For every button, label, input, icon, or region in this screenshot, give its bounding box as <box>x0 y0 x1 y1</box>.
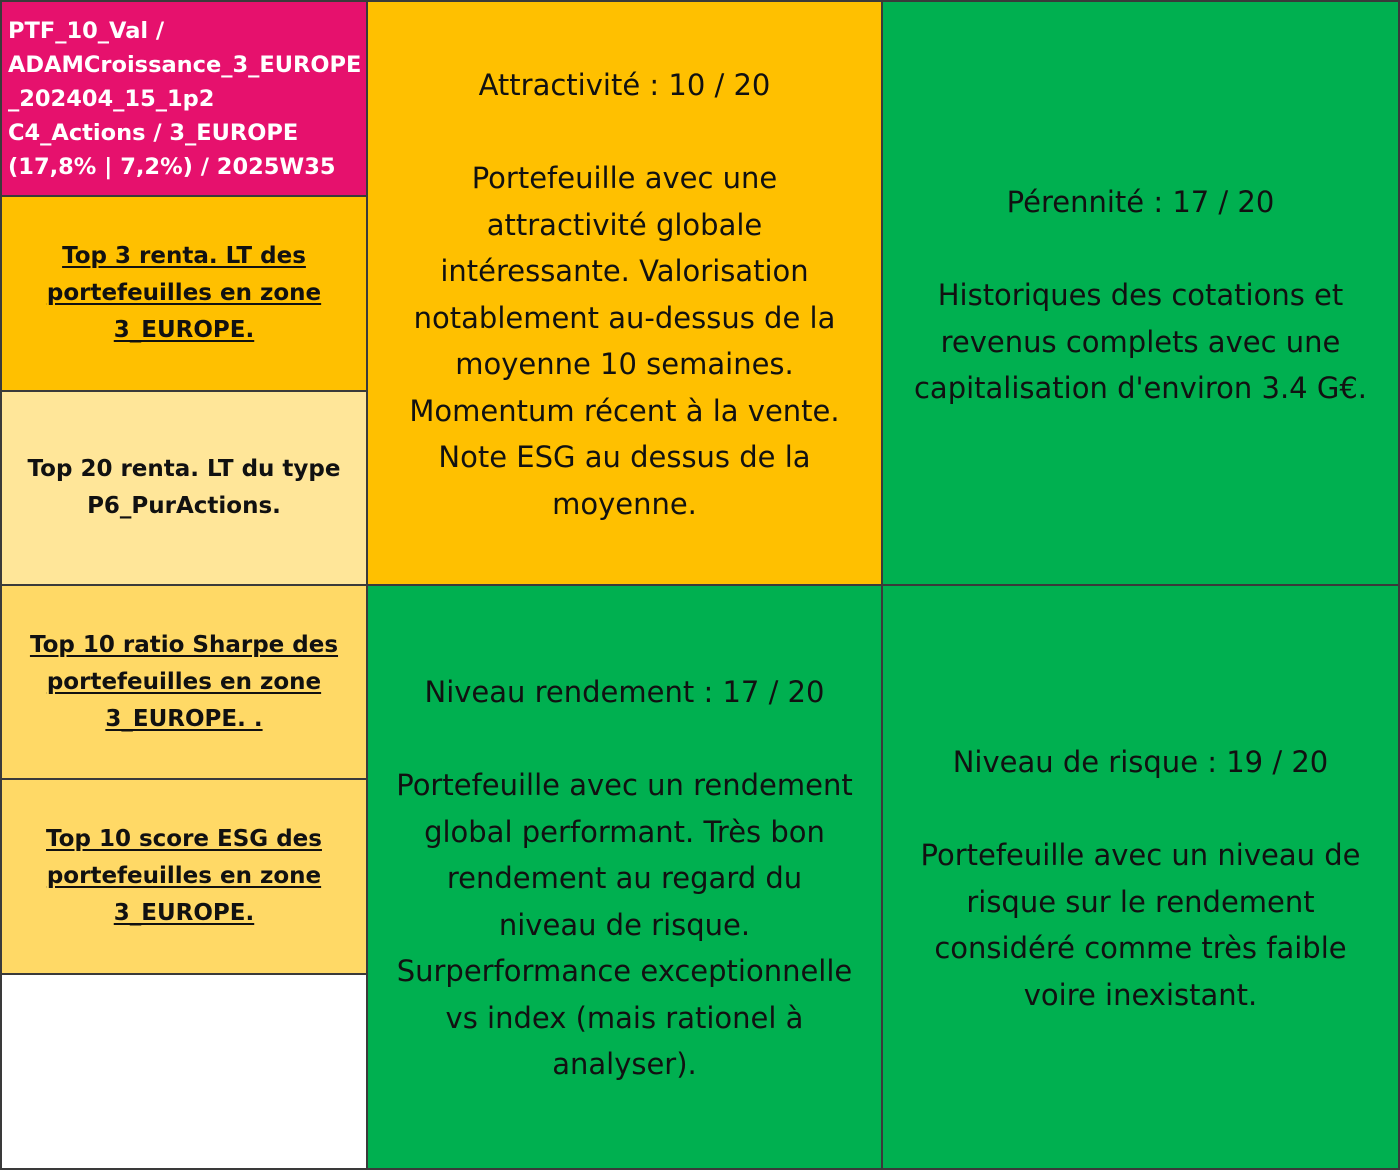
header-line-4: C4_Actions / 3_EUROPE <box>8 119 299 146</box>
top3-renta-cell <box>0 195 368 392</box>
header-line-1: PTF_10_Val / <box>8 17 165 44</box>
header-line-5: (17,8% | 7,2%) / 2025W35 <box>8 153 336 180</box>
rendement-title: Niveau rendement : 17 / 20 <box>424 675 825 709</box>
attractivite-title: Attractivité : 10 / 20 <box>478 68 771 102</box>
header-line-3: _202404_15_1p2 <box>8 85 215 112</box>
risque-title: Niveau de risque : 19 / 20 <box>952 745 1329 779</box>
portfolio-header <box>0 0 368 197</box>
top10-esg-cell <box>0 778 368 975</box>
empty-cell <box>0 973 368 1170</box>
perennite-cell: Pérennité : 17 / 20 Historiques des cotations et revenus complets avec une capitalisation d'environ 3.4 G€. <box>881 0 1400 586</box>
risque-cell: Niveau de risque : 19 / 20 Portefeuille avec un niveau de risque sur le rendement considéré comme très faible voire inexistant. <box>881 584 1400 1170</box>
attractivite-cell: Attractivité : 10 / 20 Portefeuille avec une attractivité globale intéressante. Valorisation notablement au-dessus de la moyenne 10 semaines. Momentum récent à la vente. Note ESG au dessus de la moyenne. <box>366 0 883 586</box>
header-line-2: ADAMCroissance_3_EUROPE <box>8 51 362 78</box>
top20-renta-text: Top 20 renta. LT du type P6_PurActions. <box>27 456 341 519</box>
top20-renta-cell <box>0 390 368 586</box>
perennite-title: Pérennité : 17 / 20 <box>1006 185 1275 219</box>
top10-sharpe-cell <box>0 584 368 780</box>
top10-esg-link[interactable]: Top 10 score ESG des portefeuilles en zone 3_EUROPE. <box>46 826 322 926</box>
top10-sharpe-link[interactable]: Top 10 ratio Sharpe des portefeuilles en zone 3_EUROPE. . <box>29 631 339 732</box>
rendement-cell: Niveau rendement : 17 / 20 Portefeuille avec un rendement global performant. Très bon rendement au regard du niveau de risque. Surperformance exceptionnelle vs index (mais rationel à analyser). <box>366 584 883 1170</box>
top3-renta-link[interactable]: Top 3 renta. LT des portefeuilles en zone 3_EUROPE. <box>46 243 322 343</box>
